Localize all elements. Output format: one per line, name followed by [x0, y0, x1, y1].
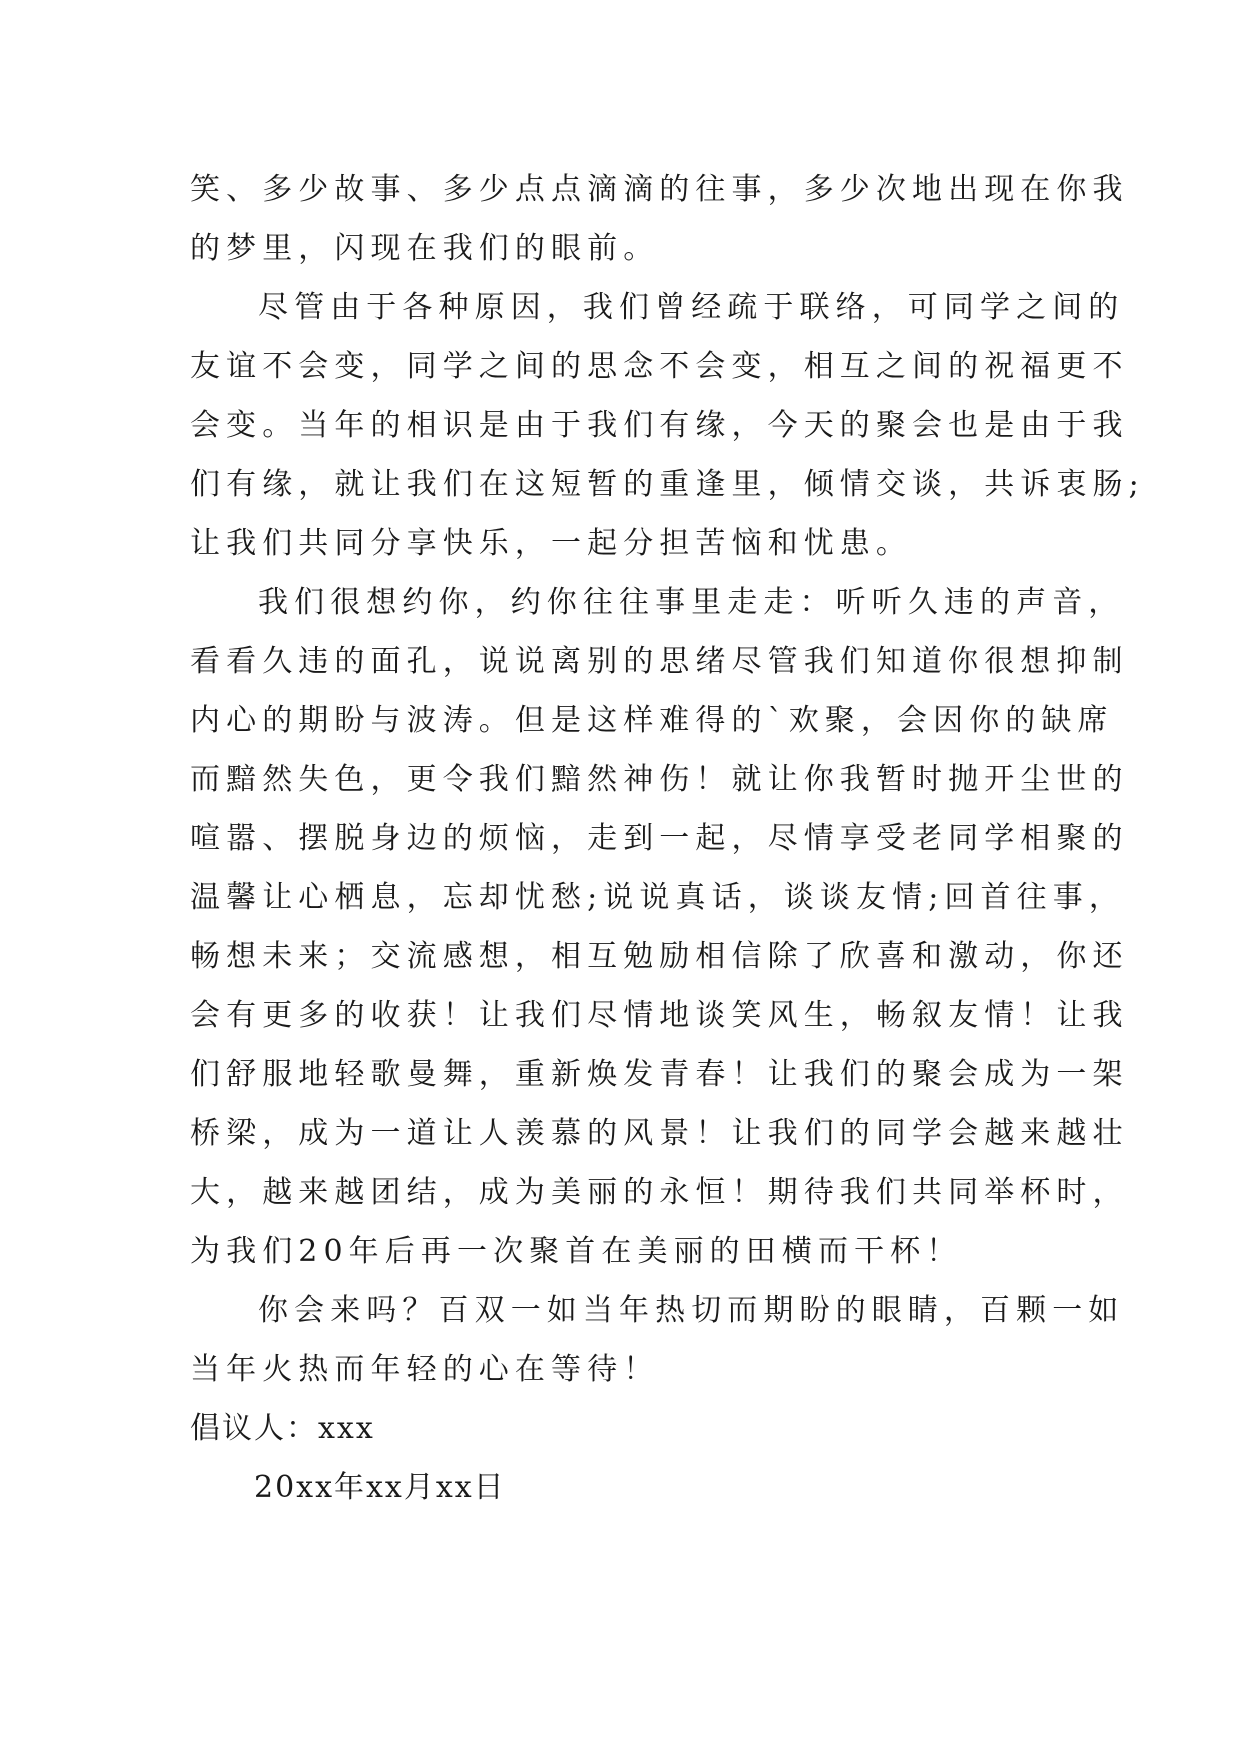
text-line: 而黯然失色，更令我们黯然神伤！就让你我暂时抛开尘世的 — [190, 762, 1129, 797]
text-line: 桥梁，成为一道让人羡慕的风景！让我们的同学会越来越壮 — [190, 1116, 1129, 1151]
text-line: 会变。当年的相识是由于我们有缘，今天的聚会也是由于我 — [190, 408, 1129, 443]
paragraph-start-line: 我们很想约你，约你往往事里走走：听听久违的声音， — [258, 585, 1125, 620]
date-line: 20xx年xx月xx日 — [254, 1470, 506, 1505]
paragraph-start-line: 尽管由于各种原因，我们曾经疏于联络，可同学之间的 — [258, 290, 1125, 325]
text-line: 们有缘，就让我们在这短暂的重逢里，倾情交谈，共诉衷肠; — [190, 467, 1145, 502]
text-line: 看看久违的面孔，说说离别的思绪尽管我们知道你很想抑制 — [190, 644, 1129, 679]
letter-body — [190, 160, 1145, 1517]
signature-line: 倡议人：xxx — [190, 1411, 375, 1446]
text-line: 大，越来越团结，成为美丽的永恒！期待我们共同举杯时， — [190, 1175, 1129, 1210]
text-line: 温馨让心栖息，忘却忧愁;说说真话，谈谈友情;回首往事， — [190, 880, 1125, 915]
text-line: 会有更多的收获！让我们尽情地谈笑风生，畅叙友情！让我 — [190, 998, 1129, 1033]
text-line: 内心的期盼与波涛。但是这样难得的`欢聚，会因你的缺席 — [190, 703, 1114, 738]
text-line: 为我们20年后再一次聚首在美丽的田横而干杯！ — [190, 1234, 963, 1269]
text-line: 当年火热而年轻的心在等待！ — [190, 1352, 660, 1387]
text-line: 友谊不会变，同学之间的思念不会变，相互之间的祝福更不 — [190, 349, 1129, 384]
text-line: 笑、多少故事、多少点点滴滴的往事，多少次地出现在你我 — [190, 172, 1129, 207]
text-line: 的梦里，闪现在我们的眼前。 — [190, 231, 660, 266]
paragraph-start-line: 你会来吗？百双一如当年热切而期盼的眼睛，百颗一如 — [258, 1293, 1125, 1328]
text-line: 让我们共同分享快乐，一起分担苦恼和忧患。 — [190, 526, 912, 561]
text-line: 喧嚣、摆脱身边的烦恼，走到一起，尽情享受老同学相聚的 — [190, 821, 1129, 856]
text-line: 畅想未来；交流感想，相互勉励相信除了欣喜和激动，你还 — [190, 939, 1129, 974]
text-line: 们舒服地轻歌曼舞，重新焕发青春！让我们的聚会成为一架 — [190, 1057, 1129, 1092]
